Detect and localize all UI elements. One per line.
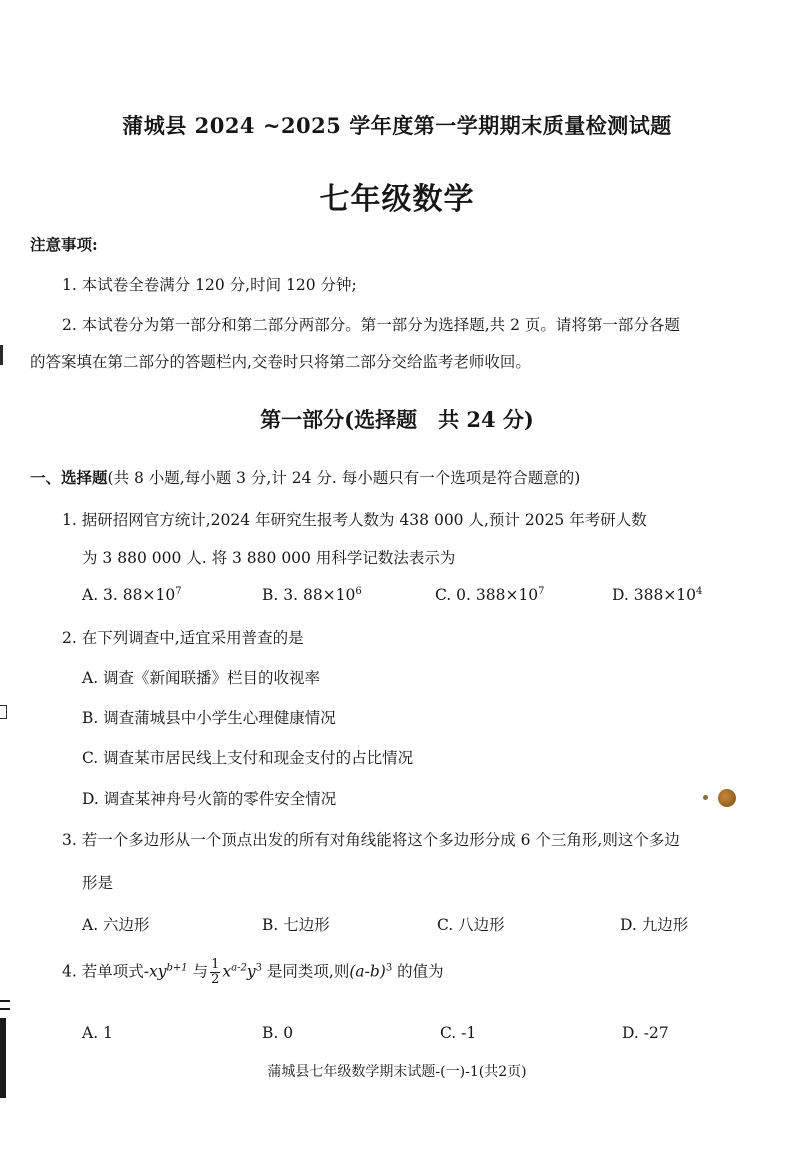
q1-stem-line-1: 1. 据研招网官方统计,2024 年研究生报考人数为 438 000 人,预计 2025 年考研人数 bbox=[62, 511, 647, 529]
q3-option-b: B. 七边形 bbox=[262, 916, 330, 934]
subject-title: 七年级数学 bbox=[319, 182, 475, 217]
page-footer: 蒲城县七年级数学期末试题-(一)-1(共2页) bbox=[267, 1064, 527, 1080]
q4-option-d: D. -27 bbox=[622, 1024, 669, 1042]
q1-stem-line-2: 为 3 880 000 人. 将 3 880 000 用科学记数法表示为 bbox=[82, 549, 456, 567]
q4-suffix-1: 是同类项,则 bbox=[266, 962, 350, 981]
q2-stem: 2. 在下列调查中,适宜采用普查的是 bbox=[62, 629, 304, 647]
binding-edge-bar bbox=[0, 1018, 6, 1098]
stain-mark bbox=[718, 789, 736, 807]
q2-option-a: A. 调查《新闻联播》栏目的收视率 bbox=[82, 669, 321, 687]
part-one-heading: 第一部分(选择题 共 24 分) bbox=[260, 407, 534, 432]
q3-stem-line-2: 形是 bbox=[82, 874, 114, 892]
notes-heading: 注意事项: bbox=[30, 235, 98, 254]
section-one-desc: (共 8 小题,每小题 3 分,计 24 分. 每小题只有一个选项是符合题意的) bbox=[107, 469, 581, 487]
q4-option-c: C. -1 bbox=[440, 1024, 477, 1042]
q1-option-d: D. $388\times 10^4$ bbox=[612, 585, 703, 604]
q2-option-c: C. 调查某市居民线上支付和现金支付的占比情况 bbox=[82, 749, 414, 767]
binding-edge-mark-1 bbox=[0, 345, 3, 365]
note-item-1: 1. 本试卷全卷满分 120 分,时间 120 分钟; bbox=[62, 276, 357, 294]
q3-option-a: A. 六边形 bbox=[82, 916, 150, 934]
stain-dot bbox=[703, 795, 708, 800]
q4-expression: (a-b) bbox=[349, 962, 386, 981]
note-item-2-line-1: 2. 本试卷分为第一部分和第二部分两部分。第一部分为选择题,共 2 页。请将第一部分各题 bbox=[62, 316, 680, 334]
q4-prefix: 4. 若单项式 bbox=[62, 962, 144, 981]
note-item-2-line-2: 的答案填在第二部分的答题栏内,交卷时只将第二部分交给监考老师收回。 bbox=[30, 353, 531, 371]
exam-title: 蒲城县 2024 ~2025 学年度第一学期期末质量检测试题 bbox=[122, 113, 672, 138]
binding-edge-tick-2 bbox=[0, 1008, 10, 1010]
q4-fraction: $\frac{1}{2}$ bbox=[211, 957, 220, 987]
q1-option-b: B. 3. $88\times 10^6$ bbox=[262, 585, 362, 604]
q3-stem-line-1: 3. 若一个多边形从一个顶点出发的所有对角线能将这个多边形分成 6 个三角形,则这个多边 bbox=[62, 831, 680, 849]
section-one-header bbox=[30, 466, 580, 488]
q2-option-d: D. 调查某神舟号火箭的零件安全情况 bbox=[82, 790, 337, 808]
q4-option-a: A. 1 bbox=[82, 1024, 113, 1042]
binding-edge-mark-2 bbox=[0, 705, 7, 719]
q3-option-d: D. 九边形 bbox=[620, 916, 689, 934]
binding-edge-tick-1 bbox=[0, 1000, 10, 1002]
q1-option-a: A. 3. $88\times 10^7$ bbox=[82, 585, 182, 604]
q1-option-c: C. 0. $388\times 10^7$ bbox=[435, 585, 545, 604]
q3-option-c: C. 八边形 bbox=[437, 916, 505, 934]
q4-mid: 与 bbox=[192, 962, 209, 981]
q4-stem: 4. 若单项式$-xy^{b+1}$ 与 $\frac{1}{2}$ $x^{a-2}y^3$ 是同类项,则$(a-b)^3$ 的值为 bbox=[62, 957, 444, 987]
q4-monomial-1: -xy bbox=[143, 962, 167, 981]
q4-suffix-2: 的值为 bbox=[397, 962, 444, 981]
section-one-label: 一、选择题 bbox=[30, 468, 108, 487]
q4-option-b: B. 0 bbox=[262, 1024, 294, 1042]
q2-option-b: B. 调查蒲城县中小学生心理健康情况 bbox=[82, 709, 336, 727]
